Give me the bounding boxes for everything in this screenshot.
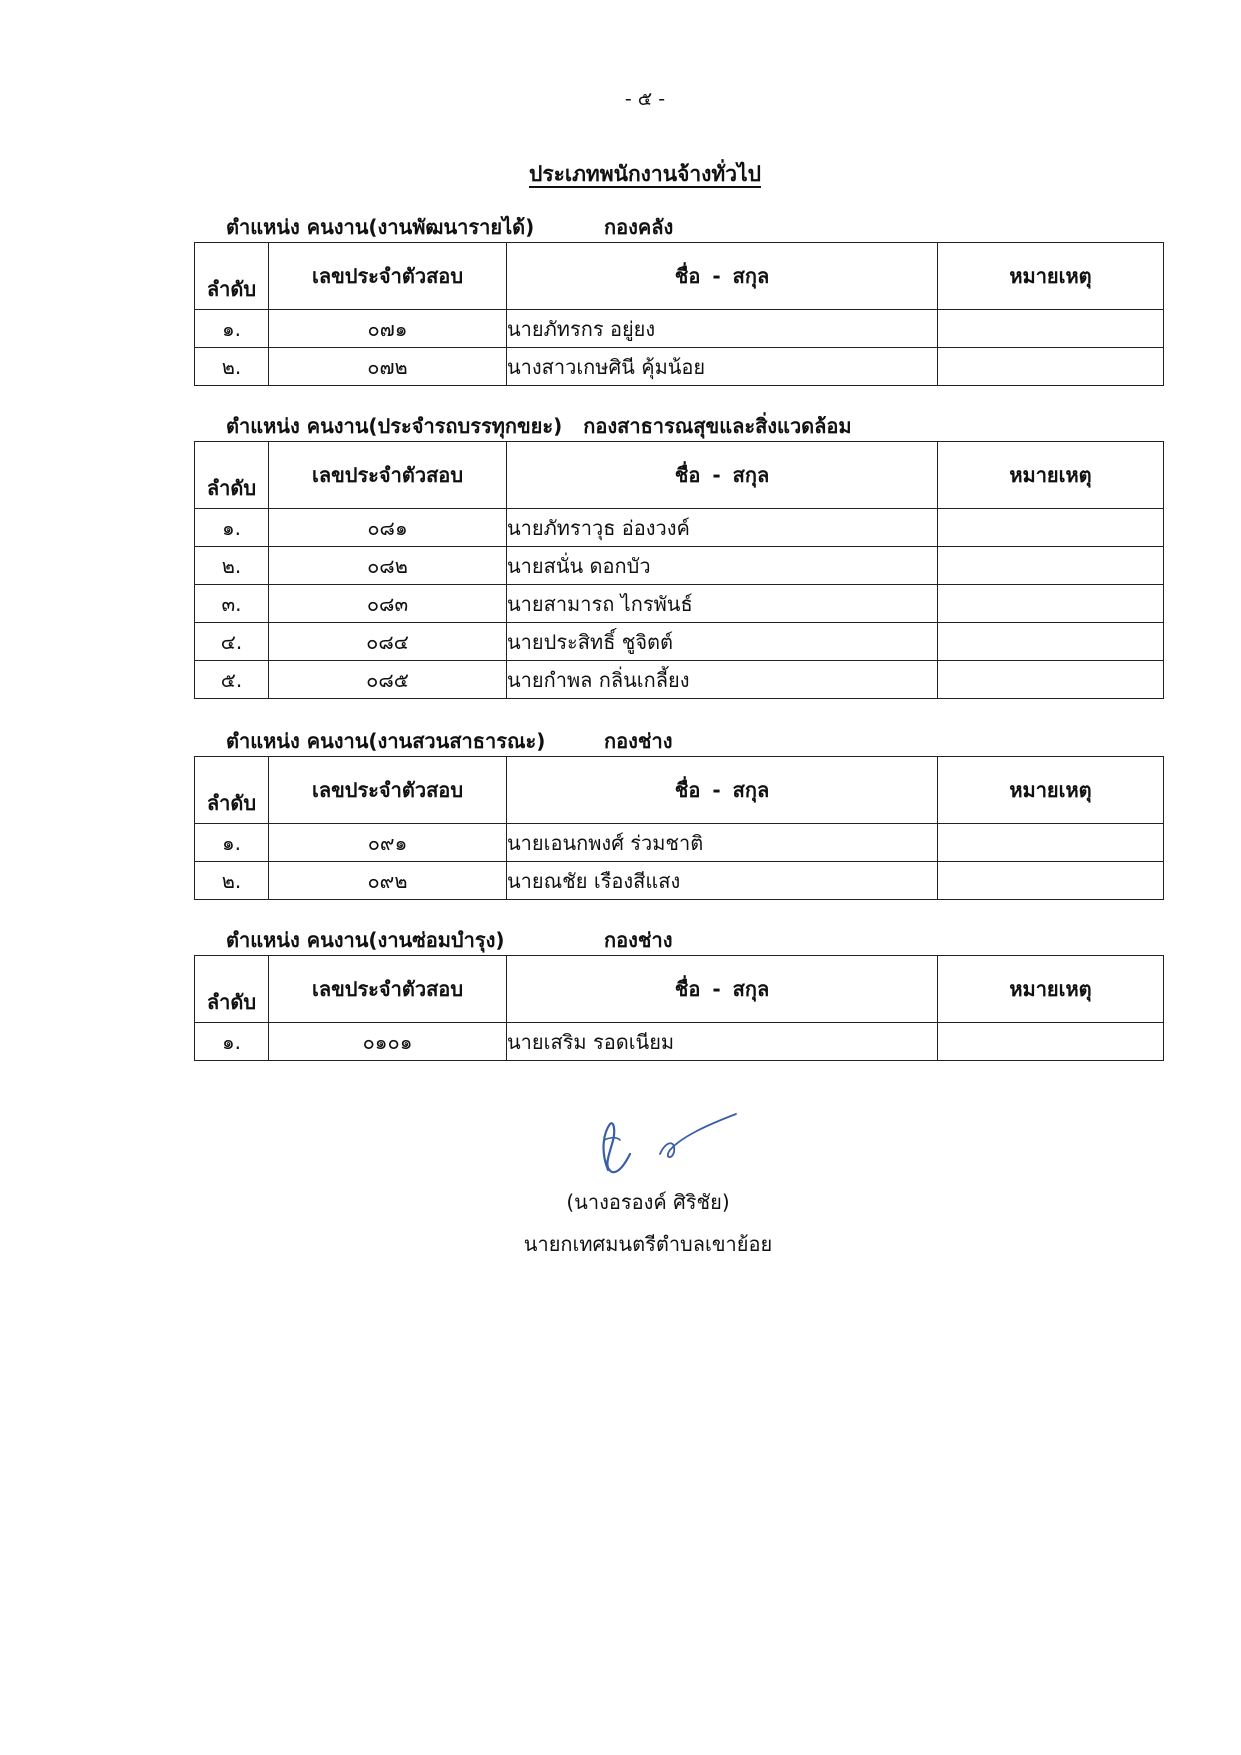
table-row	[195, 824, 1164, 862]
header-exam-id: เลขประจำตัวสอบ	[269, 757, 507, 824]
department-label: กองคลัง	[604, 215, 674, 239]
table-row	[195, 547, 1164, 585]
header-name: ชื่อ - สกุล	[507, 442, 938, 509]
row-order: ๑.	[195, 824, 269, 862]
header-exam-id: เลขประจำตัวสอบ	[269, 442, 507, 509]
row-remark	[938, 509, 1164, 547]
section-heading-maintenance	[226, 924, 673, 956]
roster-table-maintenance	[194, 955, 1164, 1061]
row-order: ๑.	[195, 1023, 269, 1061]
signatory-name: (นางอรองค์ ศิริชัย)	[566, 1190, 730, 1214]
page-number: - ๕ -	[624, 88, 666, 110]
roster-table-revenue	[194, 242, 1164, 386]
row-exam-id: ๐๗๑	[269, 310, 507, 348]
table-header-row	[195, 243, 1164, 310]
signature-image	[590, 1110, 760, 1190]
row-remark	[938, 661, 1164, 699]
table-row	[195, 509, 1164, 547]
row-order: ๑.	[195, 310, 269, 348]
row-name: นายภัทรกร อยู่ยง	[507, 310, 938, 348]
header-order: ลำดับ	[195, 757, 269, 824]
row-name: นางสาวเกษศินี คุ้มน้อย	[507, 348, 938, 386]
row-remark	[938, 623, 1164, 661]
header-order: ลำดับ	[195, 243, 269, 310]
row-order: ๕.	[195, 661, 269, 699]
header-order: ลำดับ	[195, 442, 269, 509]
table-row	[195, 348, 1164, 386]
header-remark: หมายเหตุ	[938, 757, 1164, 824]
department-label: กองช่าง	[604, 729, 673, 753]
section-heading-public-park	[226, 725, 673, 757]
position-label: ตำแหน่ง คนงาน(งานซ่อมบำรุง)	[226, 928, 505, 952]
header-name: ชื่อ - สกุล	[507, 243, 938, 310]
header-order: ลำดับ	[195, 956, 269, 1023]
row-remark	[938, 310, 1164, 348]
row-name: นายสามารถ ไกรพันธ์	[507, 585, 938, 623]
table-header-row	[195, 757, 1164, 824]
table-row	[195, 1023, 1164, 1061]
row-exam-id: ๐๗๒	[269, 348, 507, 386]
header-remark: หมายเหตุ	[938, 243, 1164, 310]
table-row	[195, 623, 1164, 661]
row-order: ๔.	[195, 623, 269, 661]
section-heading-garbage-truck	[226, 410, 852, 442]
row-name: นายเอนกพงศ์ ร่วมชาติ	[507, 824, 938, 862]
position-label: ตำแหน่ง คนงาน(ประจำรถบรรทุกขยะ)	[226, 414, 563, 438]
row-remark	[938, 348, 1164, 386]
row-order: ๒.	[195, 547, 269, 585]
row-name: นายภัทราวุธ อ่องวงค์	[507, 509, 938, 547]
row-exam-id: ๐๑๐๑	[269, 1023, 507, 1061]
row-exam-id: ๐๙๒	[269, 862, 507, 900]
row-exam-id: ๐๘๑	[269, 509, 507, 547]
row-order: ๑.	[195, 509, 269, 547]
row-exam-id: ๐๘๒	[269, 547, 507, 585]
row-order: ๒.	[195, 348, 269, 386]
row-remark	[938, 862, 1164, 900]
row-remark	[938, 824, 1164, 862]
department-label: กองสาธารณสุขและสิ่งแวดล้อม	[583, 414, 852, 438]
row-exam-id: ๐๘๔	[269, 623, 507, 661]
row-name: นายเสริม รอดเนียม	[507, 1023, 938, 1061]
row-remark	[938, 585, 1164, 623]
position-label: ตำแหน่ง คนงาน(งานพัฒนารายได้)	[226, 215, 535, 239]
row-remark	[938, 547, 1164, 585]
page-title: ประเภทพนักงานจ้างทั่วไป	[529, 162, 761, 186]
table-row	[195, 862, 1164, 900]
table-row	[195, 310, 1164, 348]
header-name: ชื่อ - สกุล	[507, 956, 938, 1023]
row-name: นายณชัย เรืองสีแสง	[507, 862, 938, 900]
row-order: ๓.	[195, 585, 269, 623]
department-label: กองช่าง	[604, 928, 673, 952]
header-exam-id: เลขประจำตัวสอบ	[269, 956, 507, 1023]
row-order: ๒.	[195, 862, 269, 900]
row-exam-id: ๐๙๑	[269, 824, 507, 862]
position-label: ตำแหน่ง คนงาน(งานสวนสาธารณะ)	[226, 729, 546, 753]
section-heading-revenue	[226, 211, 674, 243]
row-name: นายสนั่น ดอกบัว	[507, 547, 938, 585]
header-remark: หมายเหตุ	[938, 956, 1164, 1023]
row-name: นายกำพล กลิ่นเกลี้ยง	[507, 661, 938, 699]
table-row	[195, 661, 1164, 699]
signatory-title: นายกเทศมนตรีตำบลเขาย้อย	[523, 1232, 773, 1256]
row-exam-id: ๐๘๓	[269, 585, 507, 623]
header-remark: หมายเหตุ	[938, 442, 1164, 509]
roster-table-public-park	[194, 756, 1164, 900]
table-row	[195, 585, 1164, 623]
header-name: ชื่อ - สกุล	[507, 757, 938, 824]
row-remark	[938, 1023, 1164, 1061]
table-header-row	[195, 442, 1164, 509]
row-name: นายประสิทธิ์ ชูจิตต์	[507, 623, 938, 661]
roster-table-garbage-truck	[194, 441, 1164, 699]
row-exam-id: ๐๘๕	[269, 661, 507, 699]
header-exam-id: เลขประจำตัวสอบ	[269, 243, 507, 310]
table-header-row	[195, 956, 1164, 1023]
